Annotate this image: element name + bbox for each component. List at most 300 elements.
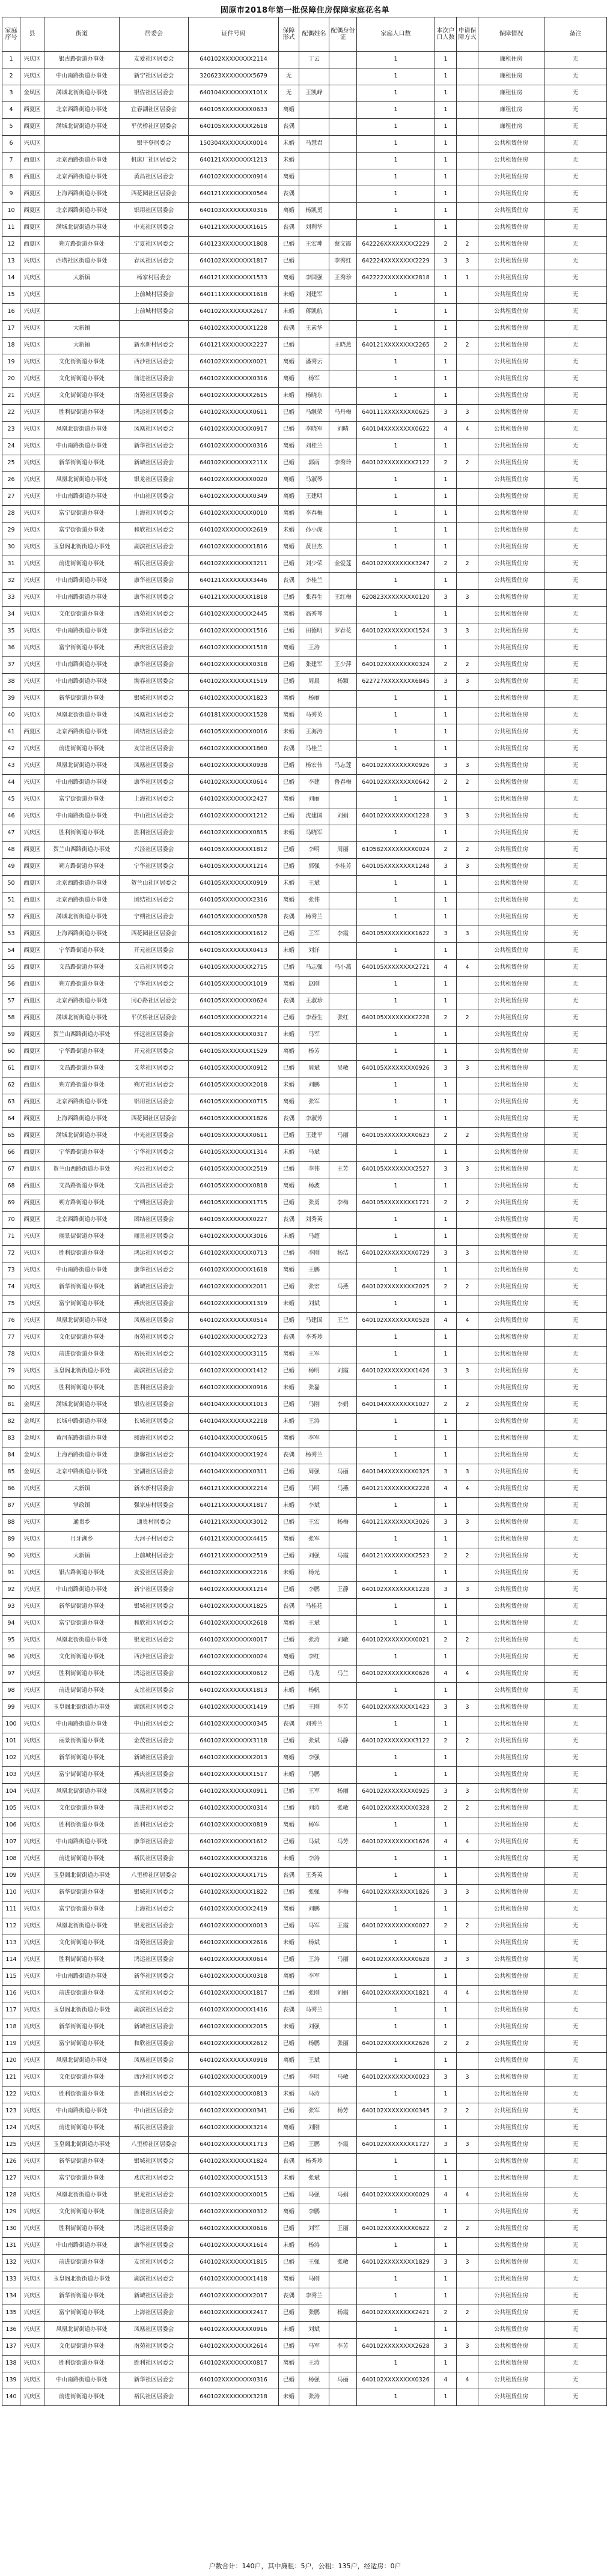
table-cell: 公共租赁住房 xyxy=(478,909,544,926)
table-cell: 已婚 xyxy=(279,1363,299,1380)
table-cell: 1 xyxy=(435,506,457,523)
table-cell: 新城社区居委会 xyxy=(120,1750,189,1767)
table-cell: 无 xyxy=(544,1145,607,1162)
table-row xyxy=(2,438,607,455)
table-cell: 640102XXXXXXXX2011 xyxy=(189,1279,279,1296)
table-cell: 兴庆区 xyxy=(20,1313,44,1330)
table-row xyxy=(2,1162,607,1178)
table-cell: 兴庆区 xyxy=(20,1515,44,1532)
table-cell: 兴庆区 xyxy=(20,792,44,808)
table-cell: 640102XXXXXXXX1813 xyxy=(189,1683,279,1700)
table-cell xyxy=(329,893,357,909)
table-cell: 离婚 xyxy=(279,169,299,186)
table-cell: 126 xyxy=(2,2154,20,2171)
table-cell: 上海西路街道办事处 xyxy=(44,1447,120,1464)
table-cell xyxy=(329,1969,357,1986)
table-row xyxy=(2,2036,607,2053)
table-cell: 640102XXXXXXXX0813 xyxy=(189,2087,279,2103)
table-cell xyxy=(457,1380,478,1397)
table-cell: 王涛 xyxy=(299,2356,329,2372)
table-cell: 李明 xyxy=(299,842,329,859)
table-cell: 凤凰北街街道办事处 xyxy=(44,708,120,724)
table-cell: 无 xyxy=(544,438,607,455)
table-cell: 2 xyxy=(457,1128,478,1145)
table-cell: 已婚 xyxy=(279,1481,299,1498)
table-cell: 64 xyxy=(2,1111,20,1128)
table-cell: 丧偶 xyxy=(279,2288,299,2305)
table-cell: 1 xyxy=(357,1145,435,1162)
table-row xyxy=(2,1094,607,1111)
table-cell: 28 xyxy=(2,506,20,523)
table-row xyxy=(2,2288,607,2305)
table-row xyxy=(2,52,607,68)
table-row xyxy=(2,640,607,657)
table-cell: 兴庆区 xyxy=(20,691,44,708)
table-cell: 公共租赁住房 xyxy=(478,1986,544,2002)
table-cell: 公共租赁住房 xyxy=(478,220,544,237)
table-cell: 兴庆区 xyxy=(20,2255,44,2271)
table-cell: 1 xyxy=(357,220,435,237)
table-cell: 104 xyxy=(2,1784,20,1801)
table-cell: 18 xyxy=(2,338,20,354)
table-cell: 1 xyxy=(357,741,435,758)
table-cell: 公共租赁住房 xyxy=(478,808,544,825)
table-cell: 公共租赁住房 xyxy=(478,1548,544,1565)
table-row xyxy=(2,2372,607,2389)
table-cell: 贺兰山西路街道办事处 xyxy=(44,842,120,859)
table-cell xyxy=(457,169,478,186)
table-cell: 公共租赁住房 xyxy=(478,506,544,523)
table-cell: 中山南路街道办事处 xyxy=(44,674,120,691)
table-cell: 1 xyxy=(435,1717,457,1733)
table-cell: 马建国 xyxy=(299,1313,329,1330)
table-cell: 马丽 xyxy=(329,2372,357,2389)
table-cell: 兴庆区 xyxy=(20,1717,44,1733)
table-cell: 杨凯勇 xyxy=(299,203,329,220)
table-cell: 无 xyxy=(544,1767,607,1784)
table-cell xyxy=(457,1767,478,1784)
table-cell: 2 xyxy=(435,2305,457,2322)
table-cell: 周晨 xyxy=(299,674,329,691)
table-cell: 640102XXXXXXXX0316 xyxy=(189,371,279,388)
table-cell: 1 xyxy=(357,2087,435,2103)
table-cell: 16 xyxy=(2,304,20,321)
table-cell: 3 xyxy=(435,1582,457,1599)
table-cell: 兴庆区 xyxy=(20,270,44,287)
table-cell: 王斌 xyxy=(299,876,329,893)
table-cell: 李秀玲 xyxy=(329,455,357,472)
table-cell: 公共租赁住房 xyxy=(478,2171,544,2187)
table-cell: 马强 xyxy=(299,2187,329,2204)
table-cell: 满城北街街道办事处 xyxy=(44,220,120,237)
table-cell: 1 xyxy=(435,1330,457,1347)
table-cell: 宁华路街道办事处 xyxy=(44,943,120,960)
table-cell: 1 xyxy=(435,102,457,119)
table-cell: 文化街街道办事处 xyxy=(44,354,120,371)
table-cell: 3 xyxy=(435,2339,457,2356)
table-cell: 45 xyxy=(2,792,20,808)
table-cell: 无 xyxy=(544,1969,607,1986)
table-cell: 杨丽 xyxy=(329,1784,357,1801)
table-cell: 文化街街道办事处 xyxy=(44,2339,120,2356)
table-cell: 640102XXXXXXXX0027 xyxy=(357,1918,435,1935)
table-cell: 3 xyxy=(457,2070,478,2087)
table-cell: 1 xyxy=(435,388,457,405)
table-cell: 兴庆区 xyxy=(20,371,44,388)
table-cell: 兴庆区 xyxy=(20,2322,44,2339)
table-cell xyxy=(329,1868,357,1885)
table-cell: 马丽 xyxy=(329,1128,357,1145)
table-cell: 康华社区居委会 xyxy=(120,775,189,792)
table-cell: 周丽 xyxy=(329,842,357,859)
table-cell: 无 xyxy=(544,2389,607,2406)
table-cell: 马慧君 xyxy=(299,136,329,153)
table-cell xyxy=(457,909,478,926)
table-cell: 无 xyxy=(544,1750,607,1767)
table-row xyxy=(2,825,607,842)
table-cell: 已婚 xyxy=(279,1885,299,1902)
table-cell: 无 xyxy=(544,1262,607,1279)
table-cell: 兴庆区 xyxy=(20,808,44,825)
table-cell: 兴庆区 xyxy=(20,1582,44,1599)
table-row xyxy=(2,1313,607,1330)
table-cell: 湖滨社区居委会 xyxy=(120,2002,189,2019)
table-cell: 640105XXXXXXXX1314 xyxy=(189,1145,279,1162)
table-cell: 640102XXXXXXXX2122 xyxy=(357,455,435,472)
table-cell: 1 xyxy=(435,1750,457,1767)
table-cell: 公共租赁住房 xyxy=(478,1094,544,1111)
summary-footer: 户数合计：140户，其中廉租：5户，公租：135户，经适房：0户 xyxy=(209,2562,401,2570)
table-cell: 兴庆区 xyxy=(20,438,44,455)
table-cell: 22 xyxy=(2,405,20,422)
table-cell xyxy=(457,2019,478,2036)
table-cell: 无 xyxy=(544,590,607,607)
table-cell: 新城社区居委会 xyxy=(120,2288,189,2305)
table-cell xyxy=(329,1380,357,1397)
table-cell xyxy=(457,893,478,909)
table-cell: 已婚 xyxy=(279,808,299,825)
table-cell: 康华社区居委会 xyxy=(120,573,189,590)
table-cell xyxy=(299,186,329,203)
table-cell: 已婚 xyxy=(279,775,299,792)
table-cell: 公共租赁住房 xyxy=(478,1565,544,1582)
table-cell: 640102XXXXXXXX2612 xyxy=(189,2036,279,2053)
table-cell: 公共租赁住房 xyxy=(478,573,544,590)
table-cell: 1 xyxy=(435,724,457,741)
table-cell: 50 xyxy=(2,876,20,893)
table-cell xyxy=(329,1649,357,1666)
table-cell: 9 xyxy=(2,186,20,203)
table-cell: 公共租赁住房 xyxy=(478,1111,544,1128)
table-cell: 已婚 xyxy=(279,253,299,270)
table-row xyxy=(2,960,607,977)
table-cell: 李军 xyxy=(299,1431,329,1447)
table-cell: 西夏区 xyxy=(20,977,44,993)
table-row xyxy=(2,1885,607,1902)
table-cell: 2 xyxy=(457,2221,478,2238)
table-cell: 杨丽 xyxy=(299,691,329,708)
table-cell: 1 xyxy=(357,2154,435,2171)
table-row xyxy=(2,472,607,489)
table-cell: 1 xyxy=(357,1750,435,1767)
table-row xyxy=(2,2137,607,2154)
table-cell: 1 xyxy=(357,1111,435,1128)
table-cell: 95 xyxy=(2,1632,20,1649)
table-cell: 2 xyxy=(457,1279,478,1296)
table-cell: 640102XXXXXXXX2419 xyxy=(189,1902,279,1918)
table-cell xyxy=(329,1851,357,1868)
table-cell: 1 xyxy=(435,1094,457,1111)
table-cell: 满城北街街道办事处 xyxy=(44,1397,120,1414)
table-cell: 640121XXXXXXXX0564 xyxy=(189,186,279,203)
table-cell: 1 xyxy=(435,792,457,808)
table-cell: 兴庆区 xyxy=(20,1363,44,1380)
table-cell: 1 xyxy=(435,1599,457,1616)
table-cell: 新华街街道办事处 xyxy=(44,2154,120,2171)
table-cell: 2 xyxy=(457,1195,478,1212)
table-cell: 1 xyxy=(357,1044,435,1061)
table-row xyxy=(2,2103,607,2120)
table-cell: 裕民社区居委会 xyxy=(120,556,189,573)
table-cell: 3 xyxy=(435,758,457,775)
table-cell: 1 xyxy=(357,1902,435,1918)
table-row xyxy=(2,556,607,573)
table-cell xyxy=(329,304,357,321)
table-cell: 新城社区居委会 xyxy=(120,2019,189,2036)
table-cell: 离婚 xyxy=(279,977,299,993)
table-cell xyxy=(329,1044,357,1061)
table-row xyxy=(2,1582,607,1599)
table-cell: 兴庆区 xyxy=(20,1649,44,1666)
table-cell: 康华社区居委会 xyxy=(120,1262,189,1279)
table-cell: 文化街街道办事处 xyxy=(44,2070,120,2087)
table-cell: 新华社区居委会 xyxy=(120,1969,189,1986)
table-cell xyxy=(457,1027,478,1044)
table-cell: 无 xyxy=(544,1986,607,2002)
table-cell: 兴庆区 xyxy=(20,52,44,68)
table-cell: 未婚 xyxy=(279,2087,299,2103)
table-cell: 无 xyxy=(544,1077,607,1094)
table-cell: 2 xyxy=(457,2305,478,2322)
table-cell: 117 xyxy=(2,2002,20,2019)
table-cell: 丧偶 xyxy=(279,1330,299,1347)
table-cell: 富宁街街道办事处 xyxy=(44,2036,120,2053)
table-cell: 1 xyxy=(435,2002,457,2019)
table-cell: 无 xyxy=(544,68,607,85)
table-cell: 玉皇阁北街街道办事处 xyxy=(44,1700,120,1717)
table-cell: 胜利社区居委会 xyxy=(120,2356,189,2372)
table-cell: 西花园社区居委会 xyxy=(120,1111,189,1128)
table-cell: 文昌社区居委会 xyxy=(120,960,189,977)
table-cell: 杨波 xyxy=(299,1178,329,1195)
table-cell xyxy=(457,203,478,220)
table-cell: 1 xyxy=(435,270,457,287)
roster-body xyxy=(2,52,607,2406)
table-cell: 公共租赁住房 xyxy=(478,1481,544,1498)
table-cell: 公共租赁住房 xyxy=(478,1313,544,1330)
table-cell: 1 xyxy=(357,489,435,506)
table-cell: 已婚 xyxy=(279,2255,299,2271)
table-cell: 98 xyxy=(2,1683,20,1700)
table-cell: 3 xyxy=(435,1246,457,1262)
table-cell xyxy=(329,1212,357,1229)
table-cell xyxy=(329,2019,357,2036)
table-cell xyxy=(457,1229,478,1246)
table-cell: 张斌 xyxy=(299,1733,329,1750)
table-cell: 马军 xyxy=(299,1918,329,1935)
table-cell: 无 xyxy=(544,1010,607,1027)
table-cell: 湖滨社区居委会 xyxy=(120,1700,189,1717)
table-cell: 宁华路街道办事处 xyxy=(44,1145,120,1162)
table-cell: 无 xyxy=(544,2187,607,2204)
table-cell: 兴庆区 xyxy=(20,1632,44,1649)
table-cell xyxy=(457,1532,478,1548)
table-cell: 新宁社区居委会 xyxy=(120,1582,189,1599)
table-cell: 马燕 xyxy=(329,1481,357,1498)
table-cell xyxy=(457,2271,478,2288)
table-cell: 无 xyxy=(544,203,607,220)
table-cell: 裕民社区居委会 xyxy=(120,2120,189,2137)
table-cell: 兴庆区 xyxy=(20,556,44,573)
table-cell: 已婚 xyxy=(279,2372,299,2389)
table-cell: 公共租赁住房 xyxy=(478,960,544,977)
table-cell: 兴庆区 xyxy=(20,2154,44,2171)
table-cell: 富宁街街道办事处 xyxy=(44,523,120,539)
table-cell: 1 xyxy=(435,119,457,136)
table-cell: 3 xyxy=(457,1246,478,1262)
table-cell: 兴泾社区居委会 xyxy=(120,1162,189,1178)
table-cell: 满春社区居委会 xyxy=(120,674,189,691)
table-cell: 公共租赁住房 xyxy=(478,640,544,657)
table-cell: 1 xyxy=(357,1649,435,1666)
table-cell: 康馨社区居委会 xyxy=(120,1447,189,1464)
table-cell: 640121XXXXXXXX1615 xyxy=(189,220,279,237)
table-cell: 已婚 xyxy=(279,1061,299,1077)
table-cell: 胜利街街道办事处 xyxy=(44,1246,120,1262)
table-cell: 蒋凯航 xyxy=(299,304,329,321)
table-row xyxy=(2,1010,607,1027)
table-cell: 1 xyxy=(357,691,435,708)
table-cell: 640121XXXXXXXX2523 xyxy=(357,1548,435,1565)
table-cell: 胜利街街道办事处 xyxy=(44,825,120,842)
table-cell: 无 xyxy=(544,1632,607,1649)
table-cell: 无 xyxy=(544,1094,607,1111)
table-cell: 凤凰社区居委会 xyxy=(120,422,189,438)
table-cell: 已婚 xyxy=(279,674,299,691)
table-cell: 杨宏伟 xyxy=(299,758,329,775)
table-cell: 公共租赁住房 xyxy=(478,2305,544,2322)
table-cell: 无 xyxy=(544,2053,607,2070)
table-cell: 凤凰社区居委会 xyxy=(120,708,189,724)
table-cell: 满城北街街道办事处 xyxy=(44,1010,120,1027)
table-row xyxy=(2,338,607,354)
table-cell: 宁朔社区居委会 xyxy=(120,909,189,926)
table-cell: 72 xyxy=(2,1246,20,1262)
table-cell: 李春生 xyxy=(299,1010,329,1027)
table-cell: 640105XXXXXXXX2228 xyxy=(357,1010,435,1027)
table-cell: 83 xyxy=(2,1431,20,1447)
table-cell: 1 xyxy=(357,1431,435,1447)
table-cell: 李涛 xyxy=(299,1851,329,1868)
table-cell: 刘斌 xyxy=(299,1296,329,1313)
table-cell: 西夏区 xyxy=(20,909,44,926)
table-cell: 640102XXXXXXXX2417 xyxy=(189,2305,279,2322)
table-cell: 无 xyxy=(544,926,607,943)
table-cell: 无 xyxy=(544,1128,607,1145)
table-cell: 无 xyxy=(544,220,607,237)
table-cell: 大新镇 xyxy=(44,1481,120,1498)
table-cell: 640105XXXXXXXX0912 xyxy=(189,1061,279,1077)
table-cell: 离婚 xyxy=(279,102,299,119)
table-cell: 李明 xyxy=(299,2070,329,2087)
table-cell: 李芳 xyxy=(329,2339,357,2356)
table-cell: 公共租赁住房 xyxy=(478,859,544,876)
table-cell: 未婚 xyxy=(279,2389,299,2406)
table-cell: 沈建国 xyxy=(299,808,329,825)
table-cell: 无 xyxy=(544,1918,607,1935)
table-cell: 640102XXXXXXXX1626 xyxy=(357,1834,435,1851)
table-cell: 西沙社区居委会 xyxy=(120,2070,189,2087)
table-cell: 1 xyxy=(357,52,435,68)
table-cell: 2 xyxy=(435,338,457,354)
table-cell: 已婚 xyxy=(279,1986,299,2002)
table-cell xyxy=(329,2171,357,2187)
table-cell: 黄昌社区居委会 xyxy=(120,169,189,186)
table-cell: 中山南路街道办事处 xyxy=(44,2103,120,2120)
table-cell xyxy=(457,220,478,237)
table-cell: 杨秀珍 xyxy=(299,2154,329,2171)
table-cell: 张军 xyxy=(299,1094,329,1111)
table-cell: 640102XXXXXXXX0328 xyxy=(357,1801,435,1817)
table-cell xyxy=(457,354,478,371)
table-cell: 640105XXXXXXXX2519 xyxy=(189,1162,279,1178)
table-cell: 公共租赁住房 xyxy=(478,1784,544,1801)
table-cell: 张敏 xyxy=(329,1801,357,1817)
table-cell: 公共租赁住房 xyxy=(478,455,544,472)
table-cell xyxy=(329,1683,357,1700)
table-cell xyxy=(457,371,478,388)
table-cell: 西夏区 xyxy=(20,1061,44,1077)
table-cell: 无 xyxy=(544,354,607,371)
table-row xyxy=(2,1330,607,1347)
table-cell: 3 xyxy=(457,405,478,422)
table-cell: 7 xyxy=(2,153,20,169)
table-cell: 宁华社区居委会 xyxy=(120,859,189,876)
table-cell: 1 xyxy=(435,993,457,1010)
table-cell: 82 xyxy=(2,1414,20,1431)
table-cell: 兴庆区 xyxy=(20,2036,44,2053)
table-cell: 李斌 xyxy=(299,1498,329,1515)
table-cell xyxy=(329,724,357,741)
table-cell: 69 xyxy=(2,1195,20,1212)
table-cell: 鲁春梅 xyxy=(329,775,357,792)
table-row xyxy=(2,876,607,893)
table-cell: 1 xyxy=(357,1229,435,1246)
table-cell: 122 xyxy=(2,2087,20,2103)
table-cell: 兴庆区 xyxy=(20,506,44,523)
table-cell: 公共租赁住房 xyxy=(478,422,544,438)
table-cell: 离婚 xyxy=(279,438,299,455)
table-cell: 3 xyxy=(435,674,457,691)
table-cell: 71 xyxy=(2,1229,20,1246)
table-cell: 杨霞 xyxy=(329,2305,357,2322)
table-cell xyxy=(457,1296,478,1313)
table-cell: 刘鹏 xyxy=(299,1077,329,1094)
table-cell xyxy=(329,825,357,842)
table-cell: 4 xyxy=(457,1313,478,1330)
table-cell: 前进街街道办事处 xyxy=(44,1851,120,1868)
table-cell xyxy=(457,2087,478,2103)
